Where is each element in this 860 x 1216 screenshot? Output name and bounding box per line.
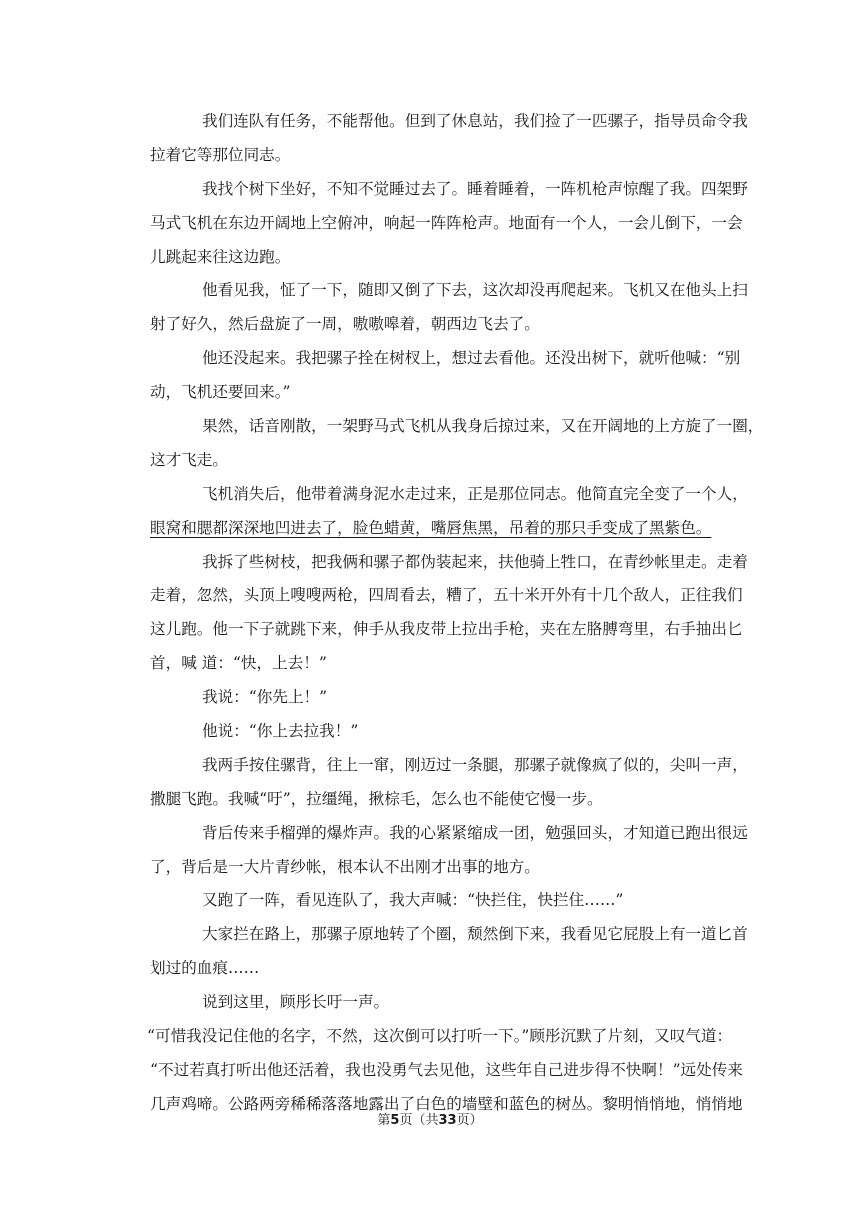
line-text: 我们连队有任务，不能帮他。但到了休息站，我们捡了一匹骡子，指导员命令我 bbox=[202, 112, 748, 130]
text-line bbox=[150, 444, 730, 478]
line-text: 走着，忽然，头顶上嗖嗖两枪，四周看去，糟了，五十米开外有十几个敌人，正往我们 bbox=[150, 586, 743, 605]
text-line bbox=[150, 715, 730, 749]
line-text: 他说：“你上去拉我！” bbox=[202, 722, 359, 741]
line-text: 果然，话音刚散，一架野马式飞机从我身后掠过来，又在开阔地的上方旋了一圈， bbox=[202, 417, 764, 436]
paragraph bbox=[150, 884, 730, 918]
paragraph bbox=[150, 546, 748, 682]
paragraph bbox=[150, 918, 748, 986]
text-line bbox=[150, 274, 748, 308]
text-line bbox=[150, 546, 748, 580]
page-footer bbox=[0, 1111, 860, 1131]
line-text: 射了好久，然后盘旋了一周，嗷嗷嗥着，朝西边飞去了。 bbox=[150, 315, 540, 334]
text-line bbox=[150, 342, 741, 376]
line-text: 大家拦在路上，那骡子原地转了个圈，颓然倒下来，我看见它屁股上有一道匕首 bbox=[202, 925, 748, 944]
text-line bbox=[150, 1054, 743, 1088]
paragraph bbox=[147, 1020, 743, 1122]
text-line bbox=[150, 918, 748, 952]
text-line bbox=[150, 173, 748, 207]
document-body bbox=[147, 105, 764, 1122]
line-text: 又跑了一阵，看见连队了，我大声喊：“快拦住，快拦住……” bbox=[202, 891, 624, 910]
line-text: 几声鸡啼。公路两旁稀稀落落地露出了白色的墙壁和蓝色的树丛。黎明悄悄地，悄悄地 bbox=[150, 1094, 743, 1113]
paragraph bbox=[150, 173, 748, 275]
line-text: 我拆了些树枝，把我俩和骡子都伪装起来，扶他骑上牲口，在青纱帐里走。走着 bbox=[202, 552, 748, 571]
current-page-number: 5 bbox=[390, 1113, 400, 1128]
footer-prefix: 第 bbox=[377, 1113, 391, 1128]
text-line bbox=[150, 207, 743, 241]
line-text: 划过的血痕…… bbox=[150, 959, 260, 978]
text-line bbox=[150, 376, 730, 410]
text-line bbox=[150, 952, 730, 986]
line-text: 马式飞机在东边开阔地上空俯冲，响起一阵阵枪声。地面有一个人，一会儿倒下，一会 bbox=[150, 213, 743, 232]
line-text: 动，飞机还要回来。” bbox=[150, 383, 291, 402]
paragraph bbox=[150, 410, 764, 478]
text-line bbox=[150, 817, 748, 851]
line-text: 说到这里，顾彤长吁一声。 bbox=[202, 993, 390, 1012]
line-text: 他还没起来。我把骡子拴在树杈上，想过去看他。还没出树下，就听他喊：“别 bbox=[202, 349, 741, 368]
footer-middle: 页（共 bbox=[399, 1113, 439, 1128]
text-line bbox=[147, 1020, 733, 1054]
paragraph bbox=[150, 715, 730, 749]
line-text: 了，背后是一大片青纱帐，根本认不出刚才出事的地方。 bbox=[150, 857, 540, 876]
text-line bbox=[150, 851, 730, 885]
text-line bbox=[150, 105, 748, 139]
text-line bbox=[150, 139, 730, 173]
text-line bbox=[150, 783, 730, 817]
text-line bbox=[150, 884, 730, 918]
line-text: 我找个树下坐好，不知不觉睡过去了。睡着睡着，一阵机枪声惊醒了我。四架野 bbox=[202, 179, 748, 198]
paragraph bbox=[150, 342, 741, 410]
line-text: 这儿跑。他一下子就跳下来，伸手从我皮带上拉出手枪，夹在左胳膊弯里，右手抽出匕 bbox=[150, 620, 743, 639]
paragraph bbox=[150, 817, 748, 885]
paragraph bbox=[150, 681, 730, 715]
line-text: “不过若真打听出他还活着，我也没勇气去见他，这些年自己进步得不快啊！”远处传来 bbox=[150, 1060, 743, 1079]
line-text: “可惜我没记住他的名字，不然，这次倒可以打听一下。”顾彤沉默了片刻，又叹气道： bbox=[147, 1027, 733, 1046]
text-line bbox=[150, 986, 730, 1020]
line-text: 我说：“你先上！” bbox=[202, 688, 328, 707]
underlined-sentence: 眼窝和腮都深深地凹进去了，脸色蜡黄，嘴唇焦黑，吊着的那只手变成了黑紫色。 bbox=[150, 518, 712, 537]
line-text: 儿跳起来往这边跑。 bbox=[150, 247, 291, 266]
paragraph bbox=[150, 986, 730, 1020]
line-text: 拉着它等那位同志。 bbox=[150, 145, 291, 164]
text-line bbox=[150, 512, 730, 546]
text-line bbox=[150, 749, 748, 783]
line-text: 这才飞走。 bbox=[150, 450, 228, 469]
line-text: 背后传来手榴弹的爆炸声。我的心紧紧缩成一团，勉强回头，才知道已跑出很远 bbox=[202, 823, 748, 842]
paragraph bbox=[150, 274, 748, 342]
footer-suffix: 页） bbox=[456, 1113, 483, 1128]
total-page-count: 33 bbox=[438, 1113, 457, 1128]
line-text: 首，喊 道：“快，上去！” bbox=[150, 654, 327, 673]
text-line bbox=[150, 308, 730, 342]
text-line bbox=[150, 478, 748, 512]
line-text: 他看见我，怔了一下，随即又倒了下去，这次却没再爬起来。飞机又在他头上扫 bbox=[202, 281, 748, 300]
text-line bbox=[150, 647, 730, 681]
text-line bbox=[150, 613, 743, 647]
line-text: 我两手按住骡背，往上一窜，刚迈过一条腿，那骡子就像疯了似的，尖叫一声， bbox=[202, 755, 748, 774]
text-line bbox=[150, 681, 730, 715]
paragraph bbox=[150, 749, 748, 817]
line-text: 撒腿飞跑。我喊“吁”，拉缰绳，揪棕毛，怎么也不能使它慢一步。 bbox=[150, 789, 603, 808]
text-line bbox=[150, 241, 730, 275]
paragraph bbox=[150, 105, 748, 173]
text-line bbox=[150, 579, 743, 613]
text-line bbox=[150, 410, 764, 444]
paragraph bbox=[150, 478, 748, 546]
line-text: 飞机消失后，他带着满身泥水走过来，正是那位同志。他简直完全变了一个人， bbox=[202, 484, 748, 503]
